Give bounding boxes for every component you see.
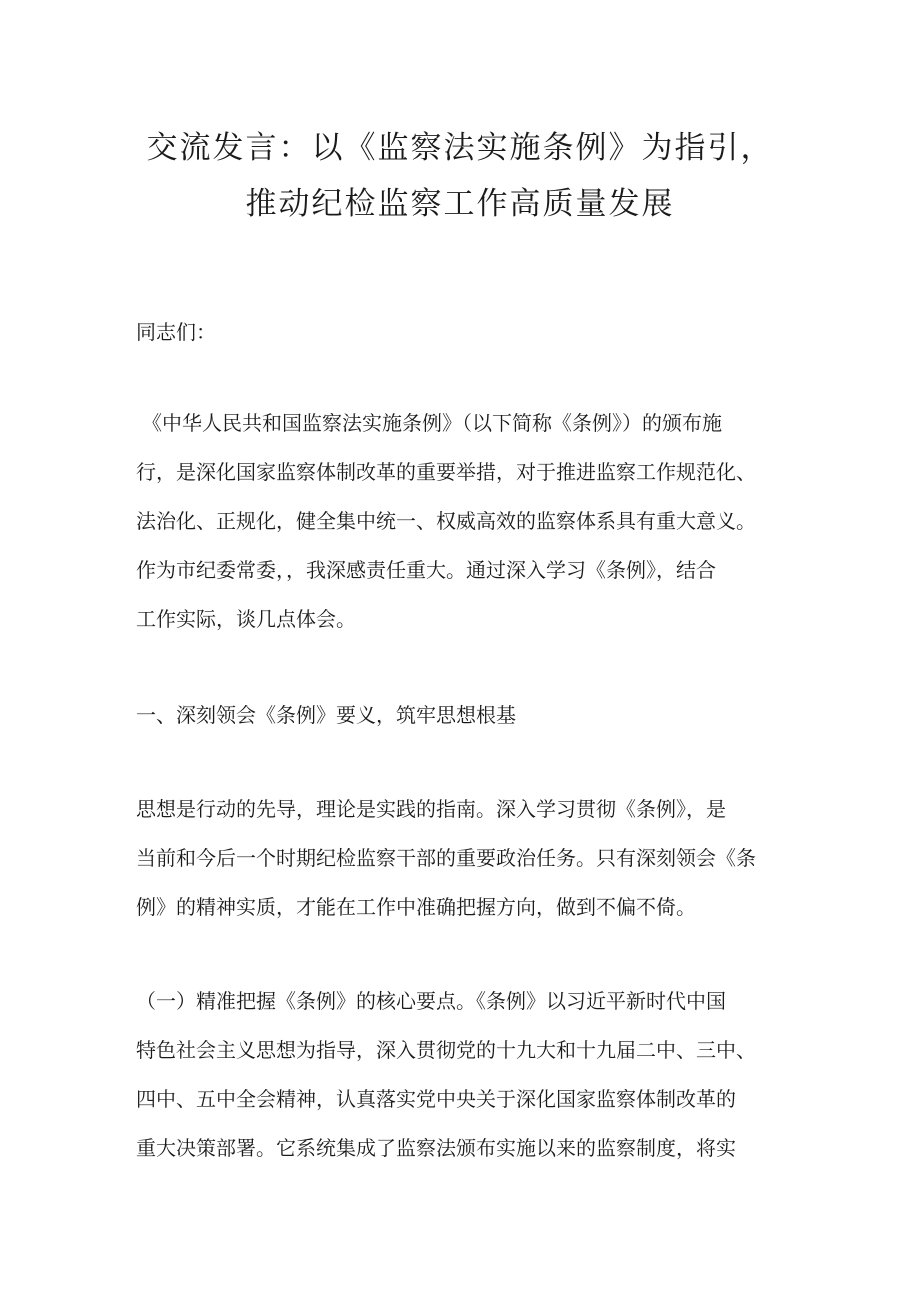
- paragraph-line: 工作实际，谈几点体会。: [136, 607, 356, 631]
- paragraph-intro: [136, 407, 796, 652]
- paragraph-line: 当前和今后一个时期纪检监察干部的重要政治任务。只有深刻领会《条: [136, 846, 756, 870]
- document-title-line-2: 推动纪检监察工作高质量发展: [245, 186, 675, 222]
- paragraph-line: 作为市纪委常委，，我深感责任重大。通过深入学习《条例》，结合: [136, 558, 716, 582]
- section-heading-1: 一、深刻领会《条例》要义，筑牢思想根基: [136, 703, 516, 727]
- paragraph-line: 特色社会主义思想为指导，深入贯彻党的十九大和十九届二中、三中、: [136, 1038, 756, 1062]
- paragraph-line: 《中华人民共和国监察法实施条例》（以下简称《条例》）的颁布施: [142, 411, 722, 435]
- paragraph-line: 行，是深化国家监察体制改革的重要举措，对于推进监察工作规范化、: [136, 460, 756, 484]
- paragraph-section-1-body: [136, 793, 796, 940]
- paragraph-line: （一）精准把握《条例》的核心要点。《条例》以习近平新时代中国: [136, 989, 726, 1013]
- paragraph-line: 例》的精神实质，才能在工作中准确把握方向，做到不偏不倚。: [136, 895, 696, 919]
- paragraph-line: 思想是行动的先导，理论是实践的指南。深入学习贯彻《条例》，是: [136, 797, 726, 821]
- document-title-line-1: 交流发言：以《监察法实施条例》为指引，: [146, 130, 774, 166]
- paragraph-line: 四中、五中全会精神，认真落实党中央关于深化国家监察体制改革的: [136, 1087, 736, 1111]
- paragraph-subsection-1: [136, 985, 796, 1181]
- paragraph-line: 重大决策部署。它系统集成了监察法颁布实施以来的监察制度，将实: [136, 1136, 736, 1160]
- paragraph-line: 法治化、正规化，健全集中统一、权威高效的监察体系具有重大意义。: [136, 509, 756, 533]
- greeting: 同志们：: [136, 320, 216, 344]
